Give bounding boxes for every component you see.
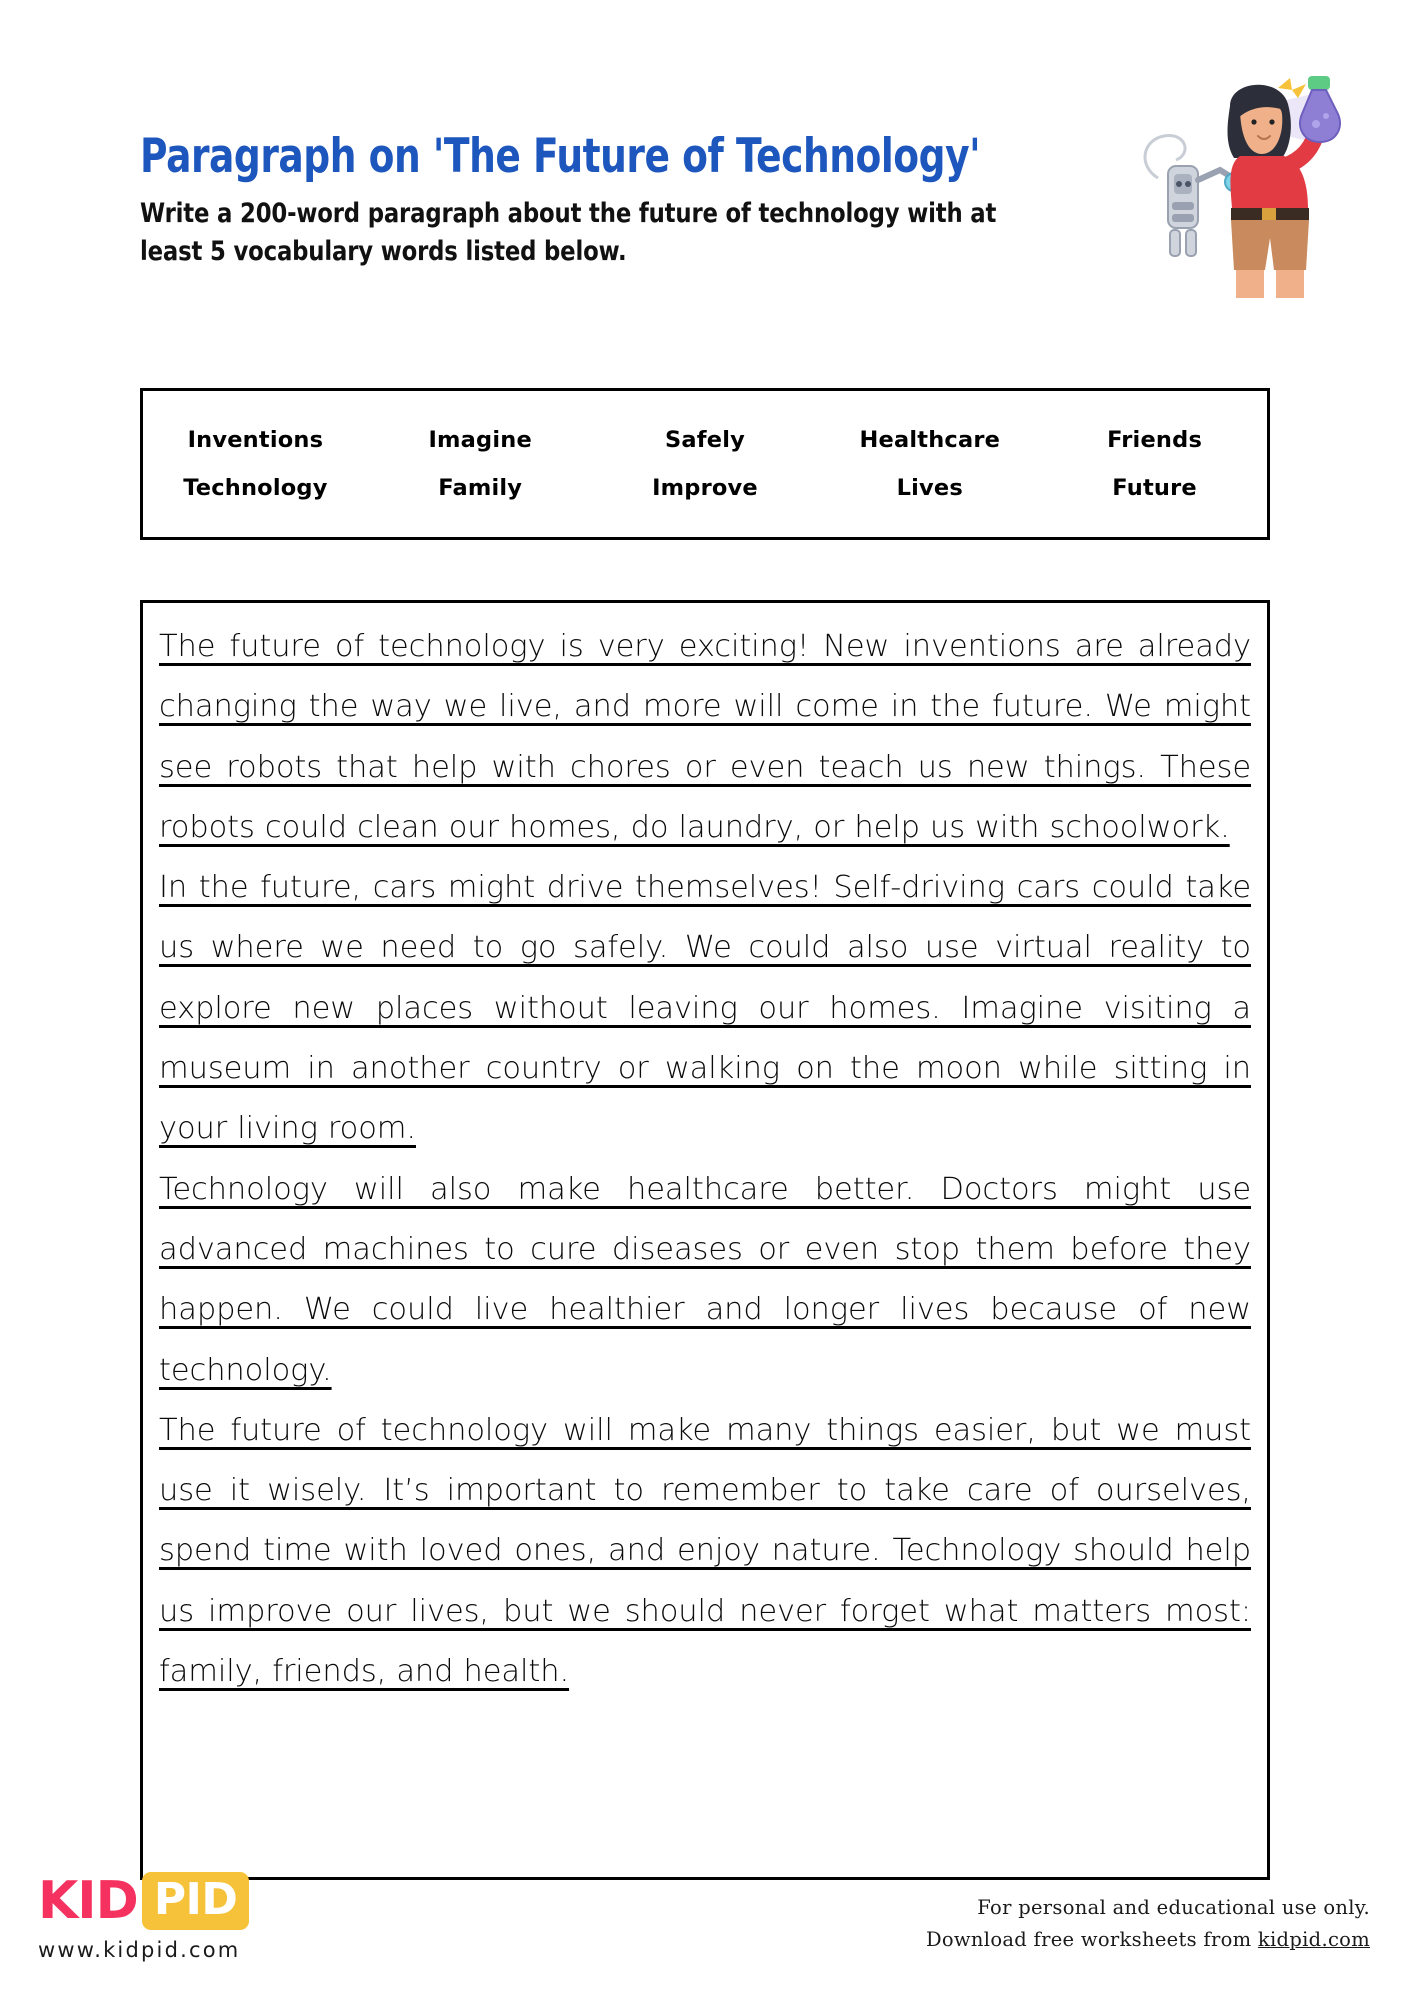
vocabulary-word: Friends <box>1107 427 1203 453</box>
kidpid-logo <box>38 1872 368 1962</box>
vocabulary-word: Safely <box>664 427 745 453</box>
vocabulary-word: Technology <box>183 475 328 501</box>
instructions-text: Write a 200-word paragraph about the future of technology with at least 5 vocabulary words listed below. <box>140 198 997 267</box>
answer-writing-box[interactable] <box>140 600 1270 1880</box>
answer-paragraph: Technology will also make healthcare better. Doctors might use advanced machines to cure diseases or even stop them before they happen. We could live healthier and longer lives because of new technology. <box>159 1171 1251 1388</box>
vocabulary-word: Future <box>1112 475 1197 501</box>
page-title: Paragraph on 'The Future of Technology' <box>140 129 981 184</box>
logo-kid-text: KID <box>38 1871 138 1931</box>
vocabulary-word: Inventions <box>187 427 324 453</box>
vocabulary-row-2 <box>143 464 1267 512</box>
logo-url-text: www.kidpid.com <box>38 1938 241 1962</box>
student-scientist-illustration <box>1112 62 1362 312</box>
footer-note-line-2 <box>926 1924 1370 1956</box>
footer-note-prefix: Download free worksheets from <box>925 1927 1258 1951</box>
vocabulary-word-bank <box>140 388 1270 540</box>
worksheet-header <box>140 128 1040 271</box>
logo-pid-badge: PID <box>142 1872 250 1930</box>
vocabulary-word: Family <box>438 475 523 501</box>
footer-kidpid-link[interactable]: kidpid.com <box>1257 1927 1370 1951</box>
vocabulary-word: Healthcare <box>859 427 1001 453</box>
vocabulary-row-1 <box>143 416 1267 464</box>
answer-paragraph: In the future, cars might drive themselves! Self-driving cars could take us where we need to go safely. We could also use virtual reality to explore new places without leaving our homes. Imagine visiting a museum in another country or walking on the moon while sitting in your living room. <box>159 870 1251 1147</box>
vocabulary-word: Improve <box>652 475 758 501</box>
logo-wordmark <box>38 1872 368 1930</box>
answer-paragraph: The future of technology is very exciting! New inventions are already changing the way we live, and more will come in the future. We might see robots that help with chores or even teach us new things. These robots could clean our homes, do laundry, or help us with schoolwork. <box>159 629 1251 845</box>
vocabulary-word: Lives <box>896 475 963 501</box>
vocabulary-word: Imagine <box>428 427 532 453</box>
answer-paragraph: The future of technology will make many things easier, but we must use it wisely. It’s important to remember to take care of ourselves, spend time with loved ones, and enjoy nature. Technology should help us improve our lives, but we should never forget what matters most: family, friends, and health. <box>159 1412 1251 1690</box>
footer-usage-note <box>926 1892 1370 1956</box>
footer-note-line-1: For personal and educational use only. <box>977 1895 1370 1919</box>
